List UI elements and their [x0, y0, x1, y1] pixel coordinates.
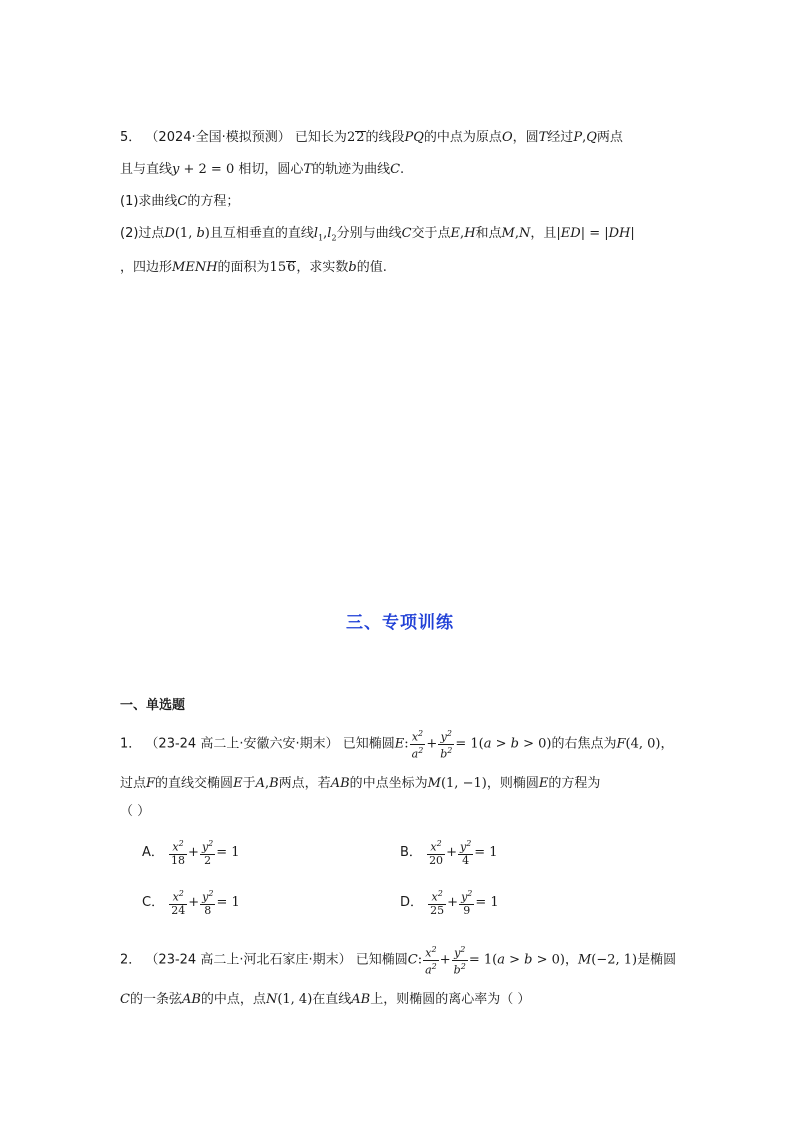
option-c[interactable]: C． $\frac{x^2}{24}$ + $\frac{y^2}{8}$ = 1	[142, 889, 240, 917]
q2-number: 2．	[120, 952, 142, 968]
subsection-title: 一、单选题	[120, 698, 186, 713]
q5-line1: 5． （2024·全国·模拟预测） 已知长为22的线段PQ的中点为原点O，圆T经过P,Q两点	[120, 130, 623, 145]
q5-part3: ，四边形MENH的面积为156，求实数b的值.	[120, 260, 387, 275]
q1-paren: （ ）	[120, 804, 151, 819]
q5-number: 5．	[120, 130, 142, 145]
q5-part2: (2)过点D(1, b)且互相垂直的直线$l_1,l_2$分别与曲线C交于点E,H和点M,N，且|ED| = |DH|	[120, 226, 635, 243]
option-b[interactable]: B． $\frac{x^2}{20}$ + $\frac{y^2}{4}$ = 1	[400, 839, 498, 867]
q1-source: （23-24 高二上·安徽六安·期末）	[145, 736, 339, 752]
section-title: 三、专项训练	[346, 613, 454, 633]
q5-line2: 且与直线y + 2 = 0 相切，圆心T的轨迹为曲线C.	[120, 162, 405, 177]
q2-line2: C的一条弦AB的中点，点N(1, 4)在直线AB上，则椭圆的离心率为（ ）	[120, 992, 531, 1007]
q1-line1: 1． （23-24 高二上·安徽六安·期末） 已知椭圆E: $\frac{x^2}{a^2}$ + $\frac{y^2}{b^2}$ = 1(a > b > 0)的右焦点为F(4, 0)，	[120, 729, 674, 761]
option-d[interactable]: D． $\frac{x^2}{25}$ + $\frac{y^2}{9}$ = 1	[400, 889, 499, 917]
q5-source: （2024·全国·模拟预测）	[145, 130, 291, 145]
q5-part1: (1)求曲线C的方程；	[120, 194, 240, 209]
option-a[interactable]: A． $\frac{x^2}{18}$ + $\frac{y^2}{2}$ = 1	[142, 839, 240, 867]
q1-number: 1．	[120, 736, 142, 752]
q2-line1: 2． （23-24 高二上·河北石家庄·期末） 已知椭圆C: $\frac{x^2}{a^2}$ + $\frac{y^2}{b^2}$ = 1(a > b > 0)，M(−2, 1)是椭圆	[120, 945, 677, 977]
q2-source: （23-24 高二上·河北石家庄·期末）	[145, 952, 352, 968]
q1-line2: 过点F的直线交椭圆E于A,B两点，若AB的中点坐标为M(1, −1)，则椭圆E的方程为	[120, 776, 601, 791]
